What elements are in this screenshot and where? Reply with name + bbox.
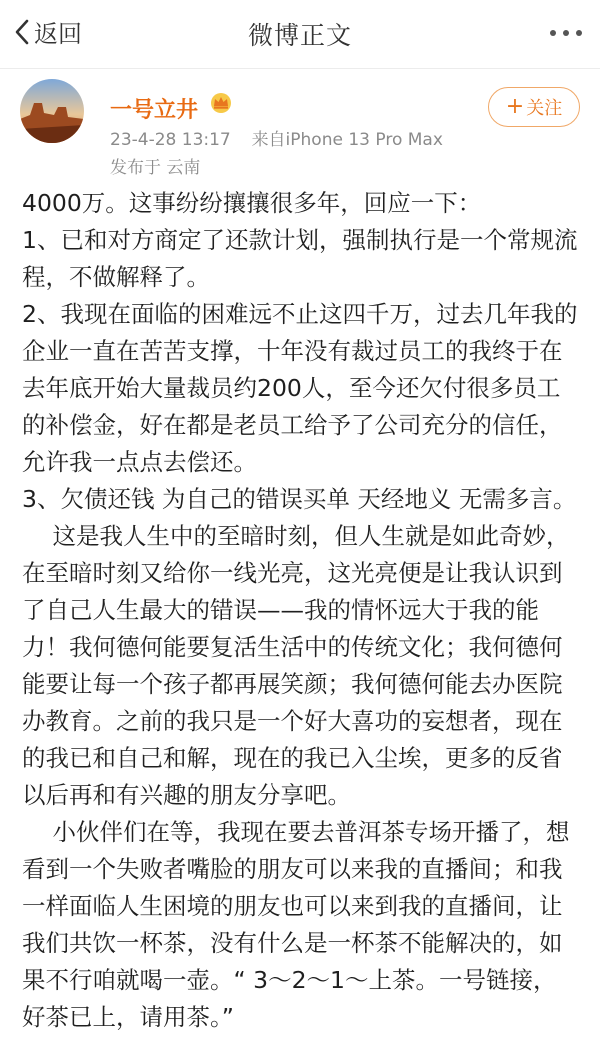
post-paragraph: 2、我现在面临的困难远不止这四千万，过去几年我的企业一直在苦苦支撑，十年没有裁过员工的我终于在去年底开始大量裁员约200人，至今还欠付很多员工的补偿金，好在都是老员工给予了公司充分的信任，允许我一点点去偿还。: [22, 300, 578, 476]
back-button[interactable]: [14, 14, 82, 49]
crown-icon: [209, 91, 233, 117]
post-paragraph: 3、欠债还钱 为自己的错误买单 天经地义 无需多言。: [22, 485, 577, 513]
post-timestamp: 23-4-28 13:17: [110, 130, 231, 150]
post-body: [0, 185, 600, 1036]
author-name[interactable]: 一号立井: [110, 98, 199, 123]
post-meta: [110, 125, 443, 150]
post-paragraph: 4000万。这事纷纷攘攘很多年，回应一下：: [22, 189, 482, 217]
chevron-left-icon: [14, 18, 30, 46]
plus-icon: +: [505, 94, 525, 119]
post-paragraph: 小伙伴们在等，我现在要去普洱茶专场开播了，想看到一个失败者嘴脸的朋友可以来我的直播间；和我一样面临人生困境的朋友也可以来到我的直播间，让我们共饮一杯茶，没有什么是一杯茶不能解决的，如果不行咱就喝一壶。“ 3～2～1～上茶。一号链接，好茶已上，请用茶。”: [22, 818, 570, 1031]
follow-button[interactable]: [488, 87, 580, 127]
more-icon[interactable]: [550, 30, 582, 36]
page-title: 微博正文: [247, 21, 352, 50]
post-paragraph: 1、已和对方商定了还款计划，强制执行是一个常规流程，不做解释了。: [22, 226, 578, 291]
post-location: 发布于 云南: [110, 158, 201, 178]
author-header: [0, 69, 600, 181]
avatar[interactable]: [20, 79, 84, 143]
post-paragraph: 这是我人生中的至暗时刻，但人生就是如此奇妙，在至暗时刻又给你一线光亮，这光亮便是让我认识到了自己人生最大的错误——我的情怀远大于我的能力！我何德何能要复活生活中的传统文化；我何德何能要让每一个孩子都再展笑颜；我何德何能去办医院办教育。之前的我只是一个好大喜功的妄想者，现在的我已和自己和解，现在的我已入尘埃，更多的反省以后再和有兴趣的朋友分享吧。: [22, 522, 570, 809]
back-label: 返回: [34, 20, 82, 48]
follow-label: 关注: [526, 98, 563, 119]
nav-bar: [0, 0, 600, 69]
post-source: 来自iPhone 13 Pro Max: [251, 130, 443, 150]
